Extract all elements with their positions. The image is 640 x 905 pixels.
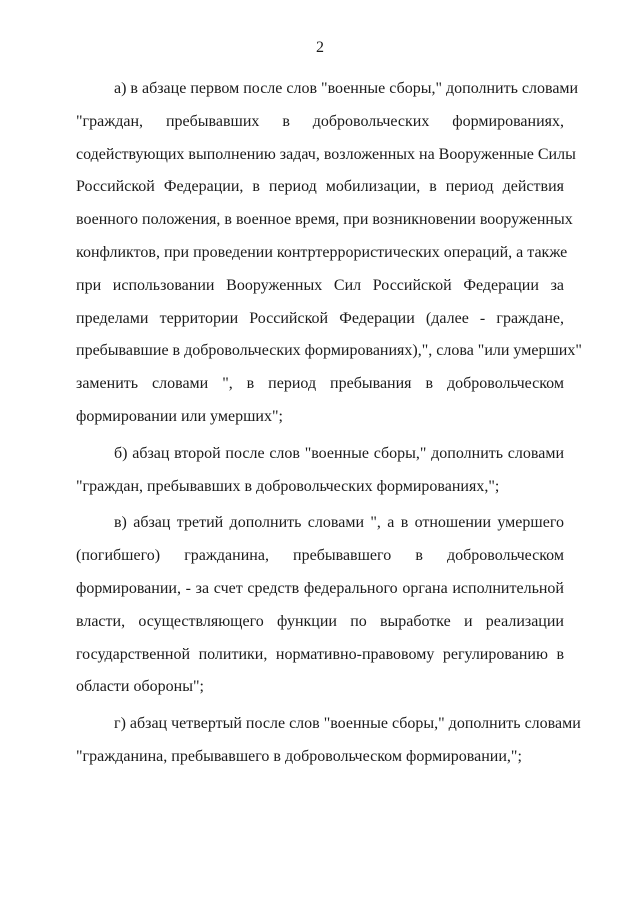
text-line: заменить словами ", в период пребывания в добровольческом — [76, 375, 564, 393]
text-line: власти, осуществляющего функции по выработке и реализации — [76, 612, 564, 630]
text-line: в) абзац третий дополнить словами ", а в отношении умершего — [114, 514, 564, 532]
text-line: формировании, - за счет средств федерального органа исполнительной — [76, 579, 564, 597]
text-line: (погибшего) гражданина, пребывавшего в добровольческом — [76, 547, 564, 565]
text-line: а) в абзаце первом после слов "военные сборы," дополнить словами — [114, 80, 579, 97]
text-line: "граждан, пребывавших в добровольческих формированиях,"; — [76, 477, 500, 495]
text-line: государственной политики, нормативно-правовому регулированию в — [76, 645, 564, 663]
text-line: б) абзац второй после слов "военные сборы," дополнить словами — [114, 444, 564, 462]
page-number: 2 — [316, 39, 324, 56]
text-line: пределами территории Российской Федерации (далее - граждане, — [76, 309, 564, 327]
paragraph-g — [76, 708, 581, 774]
text-line: при использовании Вооруженных Сил Российской Федерации за — [76, 276, 564, 294]
text-line: "гражданина, пребывавшего в добровольческом формировании,"; — [76, 747, 522, 765]
document-body — [76, 73, 582, 774]
text-line: конфликтов, при проведении контртеррористических операций, а также — [76, 243, 568, 261]
text-line: г) абзац четвертый после слов "военные сборы," дополнить словами — [114, 715, 581, 733]
text-line: Российской Федерации, в период мобилизации, в период действия — [76, 178, 564, 196]
text-line: военного положения, в военное время, при возникновении вооруженных — [76, 211, 573, 229]
text-line: "граждан, пребывавших в добровольческих формированиях, — [76, 112, 564, 130]
paragraph-b — [76, 438, 564, 504]
text-line: формировании или умерших"; — [76, 407, 283, 425]
text-line: пребывавшие в добровольческих формированиях),", слова "или умерших" — [76, 342, 582, 360]
paragraph-v — [76, 507, 564, 704]
text-line: области обороны"; — [76, 678, 204, 696]
text-line: содействующих выполнению задач, возложенных на Вооруженные Силы — [76, 145, 576, 163]
paragraph-a — [76, 73, 582, 434]
